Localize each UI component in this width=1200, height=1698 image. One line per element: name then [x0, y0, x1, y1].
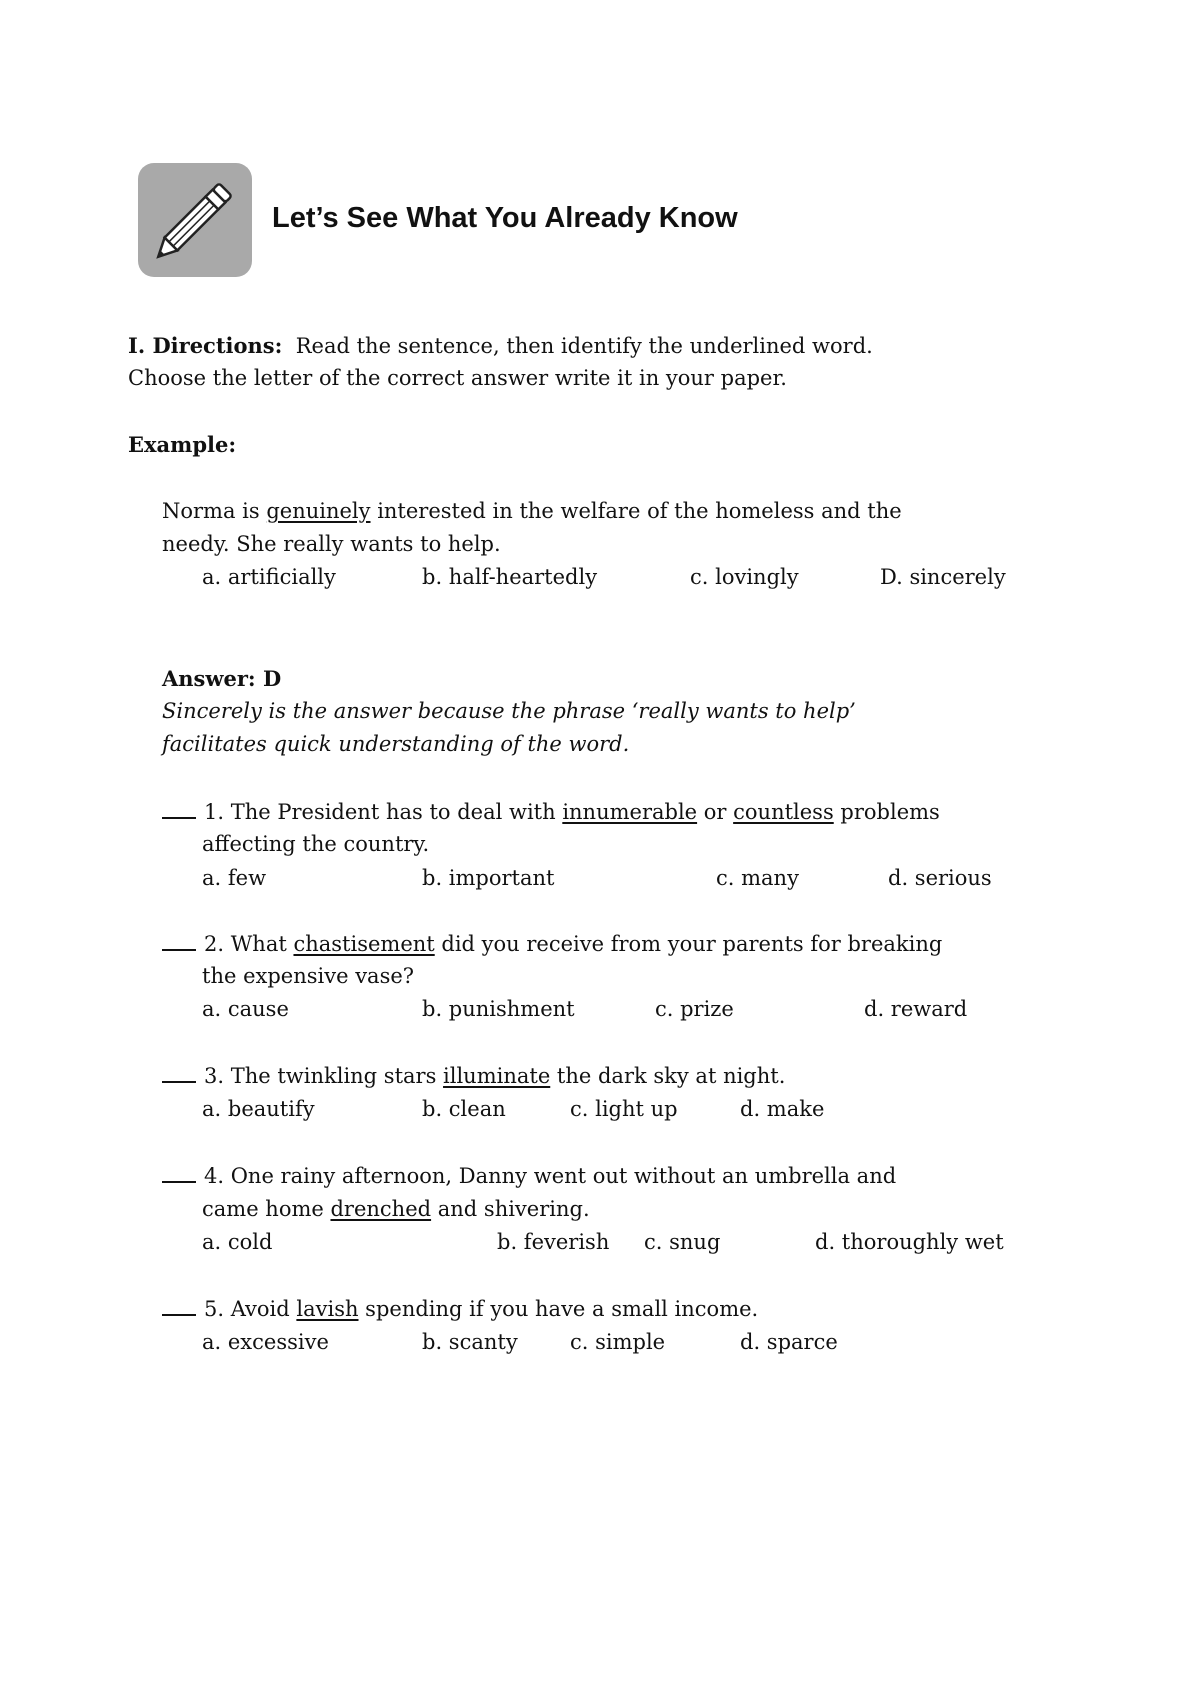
question-3-option-c: c. light up	[570, 1097, 678, 1121]
question-2-option-a: a. cause	[202, 997, 289, 1021]
pencil-icon	[138, 163, 252, 277]
example-explanation-1: Sincerely is the answer because the phrase ‘really wants to help’	[162, 699, 856, 723]
question-1-line-1	[162, 800, 940, 824]
underlined-word: countless	[733, 800, 834, 824]
question-3-option-a: a. beautify	[202, 1097, 315, 1121]
question-4-line-2	[202, 1197, 590, 1221]
example-option-a: a. artificially	[202, 565, 336, 589]
answer-blank[interactable]	[162, 816, 196, 819]
question-1-option-a: a. few	[202, 866, 267, 890]
question-text: the dark sky at night.	[550, 1064, 786, 1088]
example-label: Example:	[128, 432, 237, 457]
question-4-option-b: b. feverish	[497, 1230, 610, 1254]
example-option-c: c. lovingly	[690, 565, 799, 589]
example-explanation-2: facilitates quick understanding of the word.	[162, 732, 630, 756]
question-text: 1. The President has to deal with	[204, 800, 563, 824]
question-4-line-1	[162, 1164, 896, 1188]
question-4-option-c: c. snug	[644, 1230, 721, 1254]
directions-line-1	[128, 333, 873, 358]
question-text: 3. The twinkling stars	[204, 1064, 444, 1088]
question-text: came home	[202, 1197, 331, 1221]
question-2-option-b: b. punishment	[422, 997, 575, 1021]
question-text: problems	[833, 800, 940, 824]
question-1-option-d: d. serious	[888, 866, 992, 890]
question-2-line-1	[162, 932, 942, 956]
example-text: Norma is	[162, 499, 267, 523]
answer-blank[interactable]	[162, 1180, 196, 1183]
question-text: and shivering.	[431, 1197, 590, 1221]
question-text: 2. What	[204, 932, 294, 956]
example-underlined-word: genuinely	[266, 499, 371, 523]
directions-text-1: Read the sentence, then identify the underlined word.	[295, 334, 873, 358]
question-4-option-a: a. cold	[202, 1230, 273, 1254]
answer-blank[interactable]	[162, 1313, 196, 1316]
example-option-b: b. half-heartedly	[422, 565, 598, 589]
question-5-option-d: d. sparce	[740, 1330, 838, 1354]
underlined-word: lavish	[296, 1297, 359, 1321]
question-5-option-b: b. scanty	[422, 1330, 518, 1354]
question-text: did you receive from your parents for breaking	[434, 932, 943, 956]
directions-text-2: Choose the letter of the correct answer write it in your paper.	[128, 366, 787, 390]
underlined-word: illuminate	[443, 1064, 551, 1088]
question-4-option-d: d. thoroughly wet	[815, 1230, 1004, 1254]
example-line-2: needy. She really wants to help.	[162, 532, 501, 556]
question-3-option-b: b. clean	[422, 1097, 506, 1121]
question-2-option-d: d. reward	[864, 997, 968, 1021]
question-text: 4. One rainy afternoon, Danny went out without an umbrella and	[204, 1164, 897, 1188]
question-1-option-c: c. many	[716, 866, 799, 890]
page-title: Let’s See What You Already Know	[272, 202, 738, 234]
question-1-line-2: affecting the country.	[202, 832, 430, 856]
answer-blank[interactable]	[162, 1080, 196, 1083]
underlined-word: innumerable	[562, 800, 698, 824]
example-line-1	[162, 499, 902, 523]
question-2-option-c: c. prize	[655, 997, 734, 1021]
question-3-line-1	[162, 1064, 785, 1088]
question-2-line-2: the expensive vase?	[202, 964, 415, 988]
question-5-line-1	[162, 1297, 758, 1321]
question-5-option-c: c. simple	[570, 1330, 666, 1354]
example-answer: Answer: D	[162, 666, 282, 691]
example-option-d: D. sincerely	[880, 565, 1006, 589]
question-5-option-a: a. excessive	[202, 1330, 329, 1354]
underlined-word: drenched	[330, 1197, 432, 1221]
pencil-icon-box	[138, 163, 252, 277]
question-text: or	[697, 800, 734, 824]
directions-label: I. Directions:	[128, 333, 283, 358]
question-3-option-d: d. make	[740, 1097, 825, 1121]
question-1-option-b: b. important	[422, 866, 555, 890]
answer-blank[interactable]	[162, 948, 196, 951]
example-text: interested in the welfare of the homeless and the	[370, 499, 902, 523]
underlined-word: chastisement	[293, 932, 435, 956]
question-text: 5. Avoid	[204, 1297, 297, 1321]
question-text: spending if you have a small income.	[358, 1297, 759, 1321]
